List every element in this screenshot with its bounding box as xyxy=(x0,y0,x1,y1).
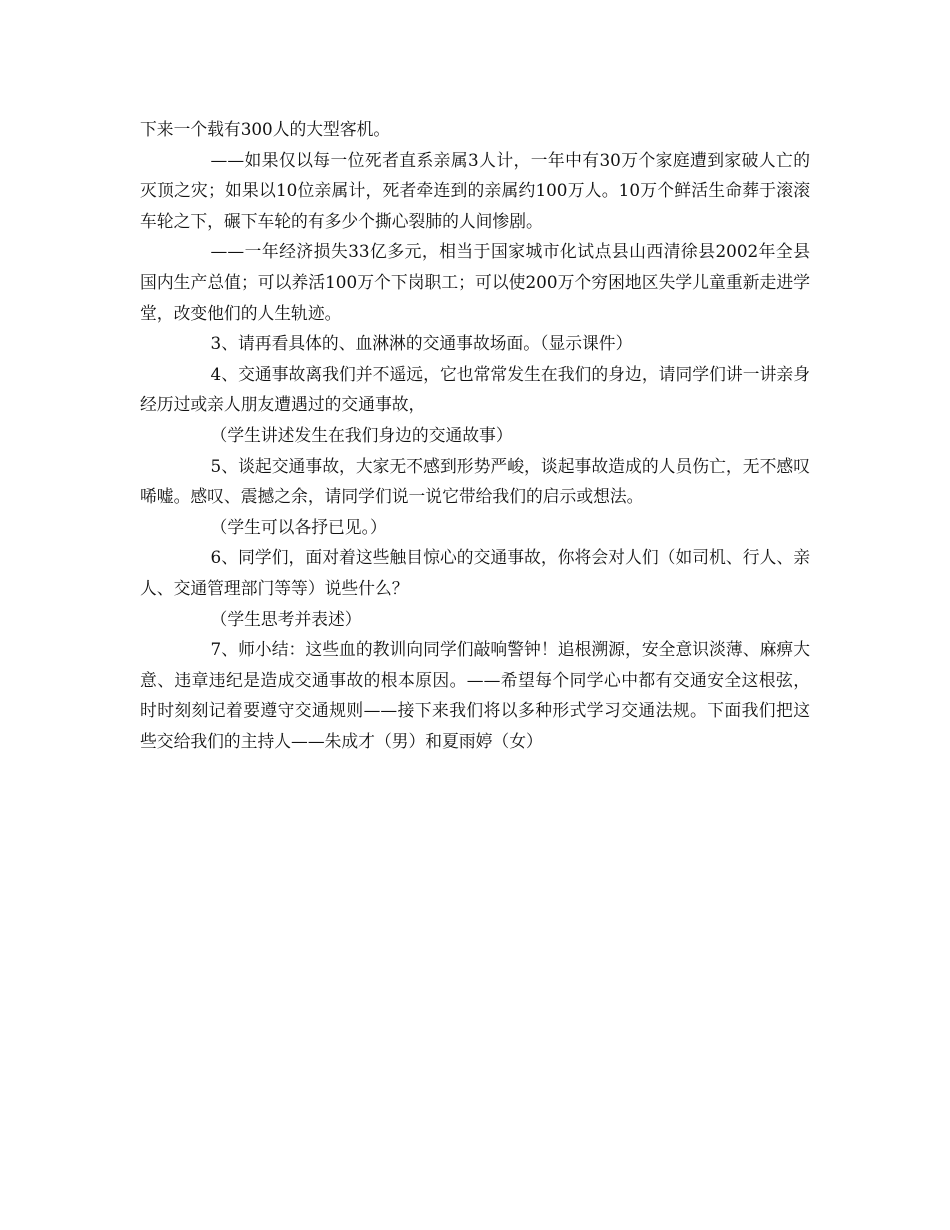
paragraph-note-students-opinion: （学生可以各抒已见。） xyxy=(210,516,387,537)
paragraph-item-7: 7、师小结：这些血的教训向同学们敲响警钟！追根溯源，安全意识淡薄、麻痹大意、违章违纪是造成交通事故的根本原因。——希望每个同学心中都有交通安全这根弦，时时刻刻记着要遵守交通规则——接下来我们将以多种形式学习交通法规。下面我们把这些交给我们的主持人——朱成才（男）和夏雨婷（女） xyxy=(140,639,810,751)
paragraph-economic-loss: ——一年经济损失33亿多元，相当于国家城市化试点县山西清徐县2002年全县国内生产总值；可以养活100万个下岗职工；可以使200万个穷困地区失学儿童重新走进学堂，改变他们的人生轨迹。 xyxy=(140,241,810,323)
paragraph-item-4: 4、交通事故离我们并不遥远，它也常常发生在我们的身边，请同学们讲一讲亲身经历过或亲人朋友遭遇过的交通事故， xyxy=(140,363,810,415)
paragraph-note-students-tell: （学生讲述发生在我们身边的交通故事） xyxy=(210,424,513,445)
paragraph-item-3: 3、请再看具体的、血淋淋的交通事故场面。（显示课件） xyxy=(210,333,633,354)
paragraph-item-5: 5、谈起交通事故，大家无不感到形势严峻，谈起事故造成的人员伤亡，无不感叹唏嘘。感叹、震撼之余，请同学们说一说它带给我们的启示或想法。 xyxy=(140,455,810,507)
paragraph-item-6: 6、同学们，面对着这些触目惊心的交通事故，你将会对人们（如司机、行人、亲人、交通管理部门等等）说些什么？ xyxy=(140,547,810,598)
paragraph-note-students-think: （学生思考并表述） xyxy=(210,608,362,629)
paragraph-family-impact: ——如果仅以每一位死者直系亲属3人计，一年中有30万个家庭遭到家破人亡的灭顶之灾；如果以10位亲属计，死者牵连到的亲属约100万人。10万个鲜活生命葬于滚滚车轮之下，碾下车轮的有多少个撕心裂肺的人间惨剧。 xyxy=(140,149,810,231)
paragraph-continuation: 下来一个载有300人的大型客机。 xyxy=(140,119,391,139)
document-body xyxy=(140,114,810,756)
